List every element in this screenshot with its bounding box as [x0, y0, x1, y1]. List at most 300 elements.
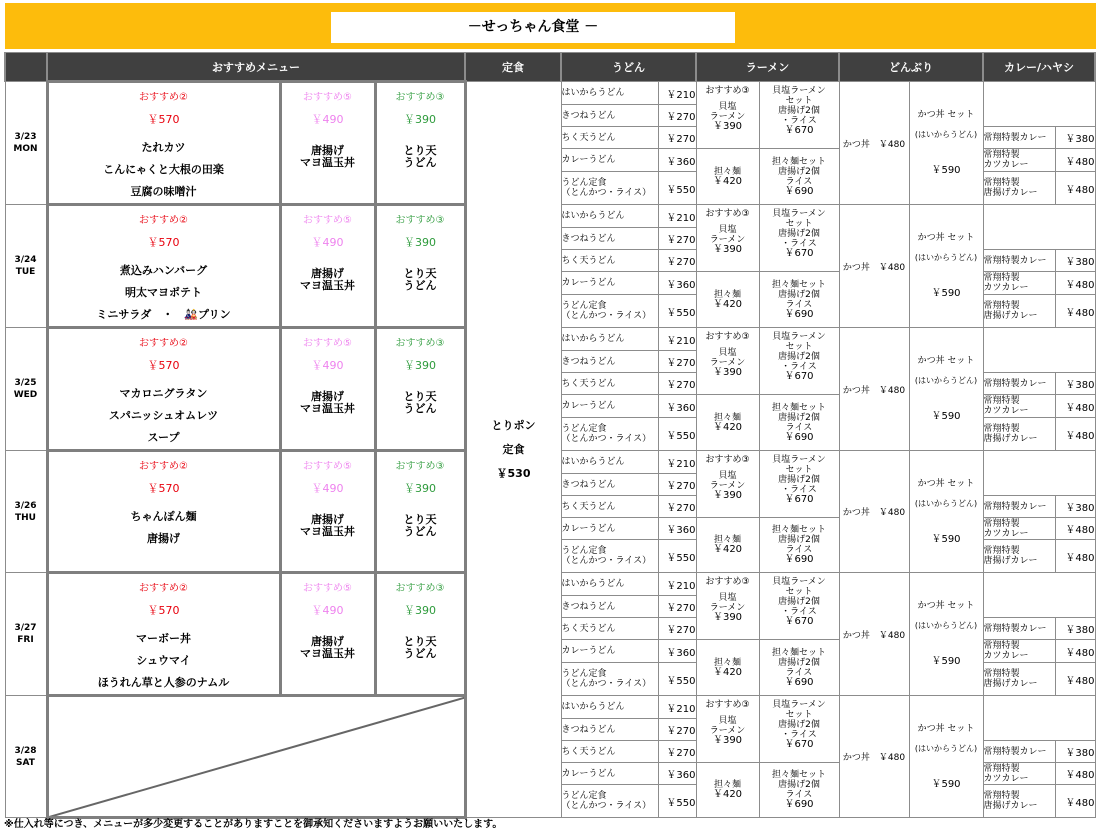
ramen-tantan-set-price: ￥690 — [784, 799, 814, 810]
ramen-tantan-cell — [696, 149, 759, 205]
recommend-title: おすすめ② — [138, 583, 189, 594]
ramen-tantan-name: 担々麺 — [713, 289, 741, 300]
curry-item-price: ￥480 — [1055, 149, 1095, 172]
curry-item-price: ￥480 — [1055, 640, 1095, 663]
katsudon-set-price: ￥590 — [931, 165, 961, 176]
recommend-item: 唐揚げ — [311, 144, 344, 157]
teishoku-cell — [465, 82, 561, 818]
curry-item-price: ￥480 — [1055, 785, 1095, 818]
curry-item-name: 常翔特製 カツカレー — [983, 149, 1055, 172]
recommend-title: おすすめ⑤ — [302, 92, 353, 103]
recommend-osu2-cell — [47, 451, 280, 573]
header-donburi: どんぶり — [839, 53, 983, 82]
ramen-shio-cell — [696, 205, 759, 272]
ramen-shio-set-name: 貝塩ラーメン セット 唐揚げ2個 ・ライス — [772, 700, 826, 740]
recommend-title: おすすめ③ — [395, 583, 445, 594]
katsudon-name: かつ丼 — [842, 508, 870, 518]
recommend-item: うどん — [403, 156, 437, 169]
ramen-tantan-name: 担々麺 — [713, 166, 741, 177]
recommend-title: おすすめ③ — [395, 215, 445, 226]
recommend-items — [49, 377, 279, 449]
recommend-title: おすすめ⑤ — [302, 461, 353, 472]
recommend-price: ￥490 — [311, 113, 344, 126]
katsudon-price: ￥480 — [878, 139, 906, 150]
recommend-price: ￥570 — [147, 604, 180, 617]
ramen-tantan-price: ￥420 — [712, 298, 743, 310]
curry-item-name: 常翔特製 カツカレー — [983, 272, 1055, 295]
recommend-title: おすすめ② — [138, 215, 189, 226]
date-label: 3/26 — [14, 500, 37, 511]
curry-item-price: ￥380 — [1055, 618, 1095, 640]
page-title: －せっちゃん食堂 － — [331, 12, 735, 43]
diagonal-line — [49, 697, 466, 818]
udon-item-name: カレーうどん — [561, 395, 658, 418]
header-row — [5, 53, 1095, 82]
udon-item-price: ￥270 — [658, 250, 696, 272]
ramen-shio-name: 貝塩 ラーメン — [709, 348, 746, 368]
weekday-label: TUE — [15, 267, 36, 277]
recommend-title: おすすめ③ — [395, 92, 445, 103]
udon-item-name: ちく天うどん — [561, 496, 658, 518]
udon-item-price: ￥270 — [658, 228, 696, 250]
ramen-shio-set-price: ￥670 — [784, 371, 814, 382]
ramen-tantan-set-cell — [759, 763, 839, 818]
ramen-tantan-set-name: 担々麺セット 唐揚げ2個 ライス — [771, 156, 826, 187]
ramen-tantan-cell — [696, 518, 759, 573]
udon-item-price: ￥270 — [658, 105, 696, 127]
curry-item-name: 常翔特製 唐揚げカレー — [983, 295, 1055, 328]
udon-item-name: ちく天うどん — [561, 618, 658, 640]
ramen-tantan-set-name: 担々麺セット 唐揚げ2個 ライス — [771, 525, 826, 555]
header-recommend: おすすめメニュー — [47, 53, 465, 82]
ramen-tantan-price: ￥420 — [712, 789, 743, 800]
date-label: 3/28 — [14, 745, 37, 756]
recommend-title: おすすめ② — [138, 461, 189, 472]
katsudon-set-price: ￥590 — [931, 656, 961, 667]
ramen-tantan-set-cell — [759, 272, 839, 328]
curry-empty — [983, 205, 1095, 250]
donburi-katsudon-cell — [839, 205, 909, 328]
recommend-item: とり天 — [403, 390, 437, 403]
curry-item-name: 常翔特製 唐揚げカレー — [983, 418, 1055, 451]
curry-item-price: ￥480 — [1055, 540, 1095, 573]
date-cell — [5, 573, 47, 696]
recommend-osu2-cell — [47, 82, 280, 205]
ramen-tantan-name: 担々麺 — [713, 412, 741, 423]
udon-item-price: ￥270 — [658, 373, 696, 395]
ramen-shio-set-price: ￥670 — [784, 739, 814, 750]
udon-item-name: カレーうどん — [561, 518, 658, 540]
udon-item-price: ￥270 — [658, 719, 696, 741]
recommend-item: マヨ温玉丼 — [300, 525, 355, 538]
ramen-shio-set-cell — [759, 328, 839, 395]
recommend-item: うどん — [403, 525, 437, 538]
date-cell — [5, 451, 47, 573]
udon-item-name: はいからうどん — [561, 696, 658, 719]
recommend-item: 唐揚げ — [311, 390, 344, 403]
menu-table — [4, 52, 1096, 819]
ramen-tantan-set-price: ￥690 — [784, 676, 814, 688]
date-cell — [5, 696, 47, 818]
ramen-shio-set-price: ￥670 — [784, 494, 814, 505]
curry-empty — [983, 451, 1095, 496]
weekday-label: THU — [15, 512, 36, 523]
curry-item-name: 常翔特製 唐揚げカレー — [983, 540, 1055, 573]
katsudon-set-name: かつ丼 セット — [917, 601, 975, 611]
katsudon-name: かつ丼 — [842, 385, 870, 396]
ramen-shio-cell — [696, 696, 759, 763]
curry-item-price: ￥480 — [1055, 518, 1095, 540]
ramen-tantan-cell — [696, 395, 759, 451]
ramen-tantan-set-cell — [759, 640, 839, 696]
recommend-item: マヨ温玉丼 — [300, 279, 355, 292]
recommend-item: 唐揚げ — [311, 267, 344, 280]
recommend-item: 唐揚げ — [147, 532, 180, 545]
udon-item-price: ￥270 — [658, 741, 696, 763]
curry-item-name: 常翔特製カレー — [983, 496, 1055, 518]
ramen-shio-name: 貝塩 ラーメン — [709, 593, 746, 613]
recommend-title: おすすめ② — [138, 338, 189, 349]
recommend-items — [49, 131, 279, 203]
udon-item-name: カレーうどん — [561, 272, 658, 295]
recommend-item: 豆腐の味噌汁 — [130, 185, 197, 198]
weekday-label: FRI — [17, 635, 34, 645]
ramen-tantan-price: ￥420 — [712, 666, 743, 678]
ramen-shio-set-name: 貝塩ラーメン セット 唐揚げ2個 ・ライス — [772, 577, 826, 617]
ramen-tantan-set-price: ￥690 — [784, 185, 814, 197]
recommend-items — [49, 622, 279, 694]
udon-item-price: ￥550 — [658, 172, 696, 205]
recommend-item: こんにゃくと大根の田楽 — [103, 163, 224, 176]
recommend-item: 唐揚げ — [311, 513, 344, 526]
recommend-osu2-cell — [47, 205, 280, 328]
katsudon-set-sub: (はいからうどん) — [914, 376, 978, 385]
ramen-tantan-set-cell — [759, 149, 839, 205]
recommend-items — [377, 622, 464, 660]
weekday-label: WED — [13, 390, 38, 400]
katsudon-set-sub: (はいからうどん) — [914, 743, 978, 753]
udon-item-name: カレーうどん — [561, 640, 658, 663]
ramen-shio-price: ￥390 — [712, 367, 743, 378]
recommend-item: たれカツ — [141, 141, 186, 154]
curry-item-price: ￥480 — [1055, 763, 1095, 785]
udon-item-price: ￥210 — [658, 205, 696, 228]
recommend-items — [282, 377, 374, 415]
curry-item-name: 常翔特製カレー — [983, 373, 1055, 395]
ramen-tantan-name: 担々麺 — [713, 780, 741, 790]
udon-item-name: うどん定食 （とんかつ・ライス） — [561, 663, 658, 696]
curry-item-price: ￥480 — [1055, 395, 1095, 418]
ramen-shio-cell — [696, 82, 759, 149]
curry-item-name: 常翔特製カレー — [983, 618, 1055, 640]
ramen-tantan-set-price: ￥690 — [784, 308, 814, 320]
recommend-osu3-cell — [375, 205, 465, 328]
katsudon-set-name: かつ丼 セット — [917, 233, 975, 243]
recommend-item: とり天 — [403, 144, 437, 157]
ramen-tantan-name: 担々麺 — [713, 535, 741, 545]
header-teishoku: 定食 — [465, 53, 561, 82]
udon-item-name: うどん定食 （とんかつ・ライス） — [561, 172, 658, 205]
recommend-price: ￥390 — [404, 604, 436, 617]
recommend-item: マヨ温玉丼 — [300, 647, 355, 660]
katsudon-price: ￥480 — [878, 630, 906, 641]
footer-note: ※仕入れ等につき、メニューが多少変更することがありますことを御承知くださいますようお願いいたします。 — [4, 819, 503, 830]
udon-item-name: ちく天うどん — [561, 741, 658, 763]
udon-item-name: はいからうどん — [561, 451, 658, 474]
katsudon-name: かつ丼 — [842, 262, 870, 273]
curry-item-price: ￥380 — [1055, 373, 1095, 395]
teishoku-label: 定食 — [502, 442, 525, 456]
recommend-items — [377, 377, 464, 415]
curry-item-price: ￥380 — [1055, 127, 1095, 149]
ramen-recommend-label: おすすめ③ — [705, 455, 750, 465]
donburi-set-cell — [909, 205, 983, 328]
udon-item-price: ￥550 — [658, 540, 696, 573]
recommend-price: ￥390 — [404, 359, 436, 372]
udon-item-price: ￥550 — [658, 418, 696, 451]
ramen-shio-set-cell — [759, 573, 839, 640]
recommend-item: マカロニグラタン — [119, 387, 208, 400]
recommend-items — [282, 500, 374, 538]
ramen-shio-set-price: ￥670 — [784, 616, 814, 627]
recommend-osu5-cell — [280, 451, 375, 573]
recommend-title: おすすめ⑤ — [302, 338, 353, 349]
donburi-katsudon-cell — [839, 82, 909, 205]
date-label: 3/23 — [14, 132, 37, 142]
recommend-item: スパニッシュオムレツ — [108, 409, 219, 422]
ramen-tantan-set-cell — [759, 395, 839, 451]
ramen-shio-cell — [696, 328, 759, 395]
katsudon-price: ￥480 — [878, 385, 906, 396]
udon-item-price: ￥270 — [658, 127, 696, 149]
ramen-shio-cell — [696, 573, 759, 640]
recommend-item: 唐揚げ — [311, 635, 344, 648]
recommend-osu3-cell — [375, 573, 465, 696]
ramen-shio-set-price: ￥670 — [784, 125, 814, 136]
recommend-items — [282, 131, 374, 169]
curry-item-name: 常翔特製 唐揚げカレー — [983, 785, 1055, 818]
udon-item-name: カレーうどん — [561, 763, 658, 785]
recommend-item: とり天 — [403, 513, 437, 526]
curry-empty — [983, 82, 1095, 127]
curry-item-price: ￥480 — [1055, 418, 1095, 451]
recommend-osu5-cell — [280, 328, 375, 451]
ramen-shio-set-cell — [759, 451, 839, 518]
udon-item-name: うどん定食 （とんかつ・ライス） — [561, 785, 658, 818]
recommend-osu5-cell — [280, 573, 375, 696]
recommend-price: ￥490 — [311, 604, 344, 617]
udon-item-name: きつねうどん — [561, 228, 658, 250]
recommend-title: おすすめ⑤ — [302, 583, 353, 594]
katsudon-set-price: ￥590 — [931, 533, 961, 545]
ramen-tantan-price: ￥420 — [712, 421, 743, 433]
katsudon-set-sub: (はいからうどん) — [914, 130, 978, 139]
recommend-title: おすすめ⑤ — [302, 215, 353, 226]
date-label: 3/24 — [14, 255, 37, 265]
curry-item-name: 常翔特製 カツカレー — [983, 763, 1055, 785]
donburi-set-cell — [909, 696, 983, 818]
ramen-recommend-label: おすすめ③ — [705, 577, 750, 587]
udon-item-price: ￥550 — [658, 295, 696, 328]
curry-item-price: ￥480 — [1055, 272, 1095, 295]
ramen-tantan-cell — [696, 640, 759, 696]
ramen-shio-price: ￥390 — [712, 735, 743, 746]
udon-item-price: ￥360 — [658, 640, 696, 663]
ramen-shio-price: ￥390 — [712, 244, 743, 255]
recommend-title: おすすめ③ — [395, 461, 445, 472]
udon-item-name: はいからうどん — [561, 82, 658, 105]
udon-item-price: ￥550 — [658, 785, 696, 818]
ramen-shio-set-name: 貝塩ラーメン セット 唐揚げ2個 ・ライス — [772, 209, 826, 249]
recommend-item: うどん — [403, 402, 437, 415]
curry-item-price: ￥480 — [1055, 295, 1095, 328]
ramen-shio-set-cell — [759, 696, 839, 763]
header-udon: うどん — [561, 53, 696, 82]
ramen-tantan-set-name: 担々麺セット 唐揚げ2個 ライス — [771, 647, 826, 678]
recommend-price: ￥390 — [404, 482, 436, 495]
udon-item-name: きつねうどん — [561, 719, 658, 741]
udon-item-name: ちく天うどん — [561, 373, 658, 395]
donburi-katsudon-cell — [839, 451, 909, 573]
recommend-items — [49, 254, 279, 326]
katsudon-price: ￥480 — [878, 262, 906, 273]
ramen-tantan-price: ￥420 — [712, 544, 743, 555]
ramen-shio-name: 貝塩 ラーメン — [709, 716, 746, 736]
saturday-blank — [47, 696, 465, 818]
katsudon-set-sub: (はいからうどん) — [914, 253, 978, 262]
recommend-items — [49, 500, 279, 550]
recommend-item: シュウマイ — [136, 654, 191, 667]
katsudon-name: かつ丼 — [842, 630, 870, 641]
curry-item-name: 常翔特製 カツカレー — [983, 395, 1055, 418]
recommend-items — [282, 622, 374, 660]
udon-item-price: ￥550 — [658, 663, 696, 696]
udon-item-price: ￥360 — [658, 395, 696, 418]
donburi-set-cell — [909, 451, 983, 573]
recommend-price: ￥570 — [147, 482, 180, 495]
weekday-label: MON — [13, 144, 38, 154]
katsudon-name: かつ丼 — [842, 139, 870, 150]
udon-item-name: きつねうどん — [561, 105, 658, 127]
curry-item-name: 常翔特製カレー — [983, 127, 1055, 149]
recommend-price: ￥490 — [311, 482, 344, 495]
ramen-recommend-label: おすすめ③ — [705, 86, 750, 96]
udon-item-name: うどん定食 （とんかつ・ライス） — [561, 418, 658, 451]
katsudon-price: ￥480 — [878, 753, 906, 763]
ramen-recommend-label: おすすめ③ — [705, 332, 750, 342]
ramen-shio-name: 貝塩 ラーメン — [709, 225, 746, 245]
ramen-tantan-cell — [696, 272, 759, 328]
udon-item-price: ￥270 — [658, 496, 696, 518]
udon-item-name: ちく天うどん — [561, 250, 658, 272]
recommend-title: おすすめ③ — [395, 338, 445, 349]
recommend-price: ￥570 — [147, 236, 180, 249]
curry-empty — [983, 328, 1095, 373]
udon-item-name: カレーうどん — [561, 149, 658, 172]
header-curry: カレー/ハヤシ — [983, 53, 1095, 82]
recommend-osu2-cell — [47, 328, 280, 451]
recommend-item: とり天 — [403, 267, 437, 280]
udon-item-price: ￥270 — [658, 474, 696, 496]
donburi-set-cell — [909, 82, 983, 205]
ramen-shio-set-cell — [759, 205, 839, 272]
recommend-price: ￥390 — [404, 113, 436, 126]
recommend-item: うどん — [403, 647, 437, 660]
curry-item-price: ￥480 — [1055, 172, 1095, 205]
recommend-item: マヨ温玉丼 — [300, 156, 355, 169]
curry-empty — [983, 573, 1095, 618]
katsudon-set-name: かつ丼 セット — [917, 110, 975, 120]
ramen-shio-set-name: 貝塩ラーメン セット 唐揚げ2個 ・ライス — [772, 86, 826, 126]
curry-item-name: 常翔特製 唐揚げカレー — [983, 172, 1055, 205]
udon-item-price: ￥210 — [658, 696, 696, 719]
curry-item-price: ￥380 — [1055, 250, 1095, 272]
udon-item-price: ￥210 — [658, 451, 696, 474]
date-label: 3/25 — [14, 378, 37, 388]
donburi-katsudon-cell — [839, 328, 909, 451]
katsudon-set-price: ￥590 — [931, 288, 961, 299]
recommend-osu5-cell — [280, 205, 375, 328]
udon-item-price: ￥360 — [658, 149, 696, 172]
katsudon-set-sub: (はいからうどん) — [914, 621, 978, 630]
teishoku-price: ￥530 — [496, 466, 531, 480]
ramen-tantan-set-cell — [759, 518, 839, 573]
udon-item-name: はいからうどん — [561, 328, 658, 351]
teishoku-name: とりポン — [491, 418, 536, 432]
curry-item-price: ￥380 — [1055, 741, 1095, 763]
curry-empty — [983, 696, 1095, 741]
recommend-items — [377, 131, 464, 169]
katsudon-set-price: ￥590 — [931, 778, 961, 790]
recommend-item: マーボー丼 — [136, 632, 191, 645]
ramen-tantan-cell — [696, 763, 759, 818]
curry-item-price: ￥480 — [1055, 663, 1095, 696]
date-cell — [5, 82, 47, 205]
udon-item-name: きつねうどん — [561, 351, 658, 373]
recommend-osu5-cell — [280, 82, 375, 205]
ramen-recommend-label: おすすめ③ — [705, 700, 750, 710]
ramen-shio-name: 貝塩 ラーメン — [709, 471, 746, 491]
ramen-shio-cell — [696, 451, 759, 518]
donburi-katsudon-cell — [839, 696, 909, 818]
date-cell — [5, 205, 47, 328]
recommend-title: おすすめ② — [138, 92, 189, 103]
recommend-price: ￥570 — [147, 359, 180, 372]
curry-item-price: ￥380 — [1055, 496, 1095, 518]
recommend-item: 明太マヨポテト — [125, 286, 202, 299]
udon-item-name: ちく天うどん — [561, 127, 658, 149]
ramen-shio-price: ￥390 — [712, 121, 743, 132]
ramen-tantan-set-name: 担々麺セット 唐揚げ2個 ライス — [771, 402, 826, 433]
weekday-label: SAT — [16, 757, 35, 768]
katsudon-set-price: ￥590 — [931, 411, 961, 422]
donburi-set-cell — [909, 573, 983, 696]
recommend-osu2-cell — [47, 573, 280, 696]
udon-item-price: ￥210 — [658, 82, 696, 105]
curry-item-name: 常翔特製カレー — [983, 741, 1055, 763]
ramen-shio-price: ￥390 — [712, 490, 743, 501]
date-label: 3/27 — [14, 623, 37, 633]
recommend-osu3-cell — [375, 451, 465, 573]
udon-item-price: ￥360 — [658, 518, 696, 540]
curry-item-name: 常翔特製 カツカレー — [983, 518, 1055, 540]
katsudon-set-name: かつ丼 セット — [917, 478, 975, 489]
udon-item-name: はいからうどん — [561, 573, 658, 596]
katsudon-set-name: かつ丼 セット — [917, 723, 975, 734]
ramen-shio-set-name: 貝塩ラーメン セット 唐揚げ2個 ・ライス — [772, 455, 826, 495]
recommend-price: ￥490 — [311, 236, 344, 249]
day-row — [5, 82, 1095, 105]
